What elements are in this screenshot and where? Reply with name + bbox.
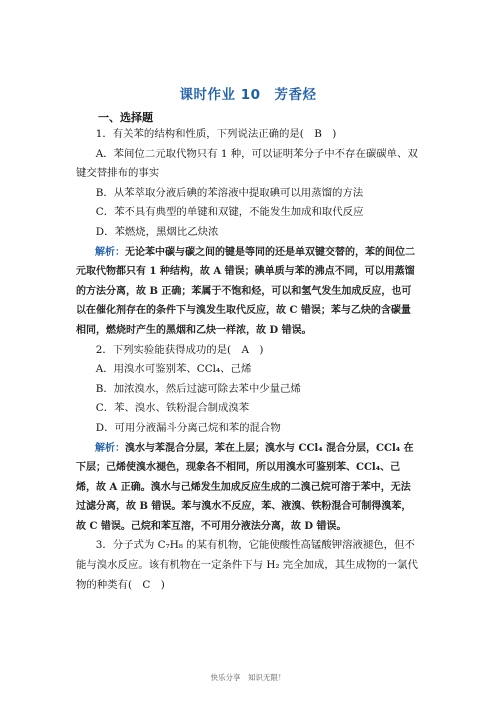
question-1-option-b: B．从苯萃取分液后碘的苯溶液中提取碘可以用蒸馏的方法 [95,186,364,199]
section-heading: 一、选择题 [98,111,153,124]
question-2-option-a: A．用溴水可鉴别苯、CCl₄、己烯 [95,363,252,376]
explanation-tag: 解析： [95,246,125,258]
explanation-text: 无论苯中碳与碳之间的键是等同的还是单双键交替的，苯的间位二元取代物都只有 1 种结构，故 A 错误；碘单质与苯的沸点不同，可以用蒸馏的方法分离，故 B 正确；苯属于不饱和烃，可以和氢气发生加成反应，也可以在催化剂存在的条件下与溴发生取代反应，故 C 错误；苯与乙炔的含碳量相同，燃烧时产生的黑烟和乙炔一样浓，故 D 错误。 [76,246,415,336]
question-list [76,125,420,595]
question-1-option-a: A．苯间位二元取代物只有 1 种，可以证明苯分子中不存在碳碳单、双键交替排布的事实 [76,147,418,180]
question-1-stem: 1．有关苯的结构和性质，下列说法正确的是( B ) [95,128,337,140]
question-2-option-d: D．可用分液漏斗分离己烷和苯的混合物 [95,421,281,434]
explanation-tag: 解析： [95,442,125,454]
page-title: 课时作业 10 芳香烃 [179,87,317,103]
question-1-option-c: C．苯不具有典型的单键和双键，不能发生加成和取代反应 [95,206,364,219]
question-1-explanation [76,243,420,341]
page-footer: 快乐分享 知识无限！ [210,673,286,682]
question-3-stem: 3．分子式为 C₇H₈ 的某有机物，它能使酸性高锰酸钾溶液褪色，但不能与溴水反应。该有机物在一定条件下与 H₂ 完全加成，其生成物的一氯代物的种类有( C ) [76,539,418,591]
question-2-option-c: C．苯、溴水、铁粉混合制成溴苯 [95,402,250,415]
question-2-option-b: B．加浓溴水，然后过滤可除去苯中少量己烯 [95,382,301,395]
question-2-stem: 2．下列实验能获得成功的是( A ) [95,343,264,356]
question-1-option-d: D．苯燃烧，黑烟比乙炔浓 [95,225,219,238]
explanation-text: 溴水与苯混合分层，苯在上层；溴水与 CCl₄ 混合分层，CCl₄ 在下层；己烯使溴水褪色，现象各不相同，所以用溴水可鉴别苯、CCl₄、己烯，故 A 正确。溴水与己烯发生加成反应生成的二溴己烷可溶于苯中，无法过滤分离，故 B 错误。苯与溴水不反应，苯、液溴、铁粉混合可制得溴苯，故 C 错误。己烷和苯互溶，不可用分液法分离，故 D 错误。 [76,442,414,532]
question-2-explanation [76,439,420,537]
